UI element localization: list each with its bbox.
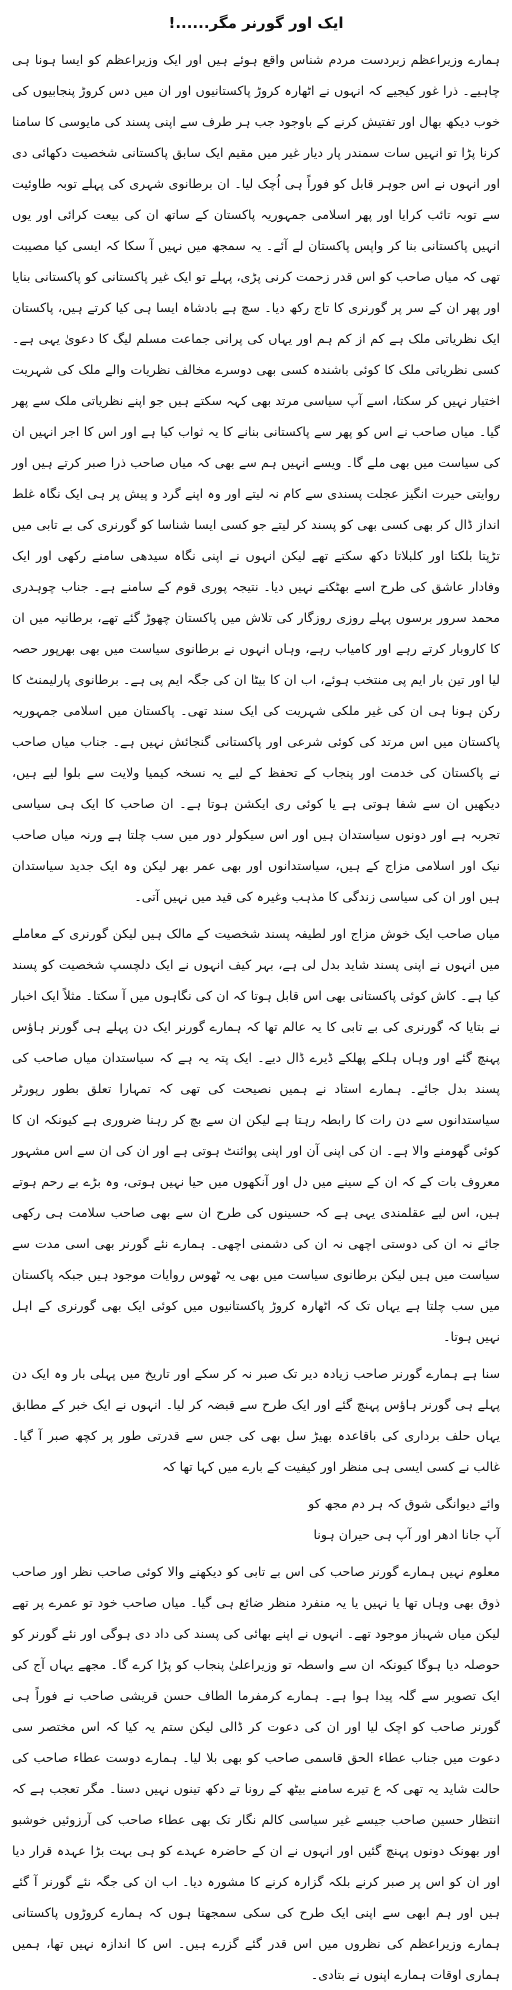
article-paragraph-3: سنا ہے ہمارے گورنر صاحب زیادہ دیر تک صبر نہ کر سکے اور تاریخ میں پہلی بار وہ ایک دن پہلے ہی گورنر ہاؤس پہنچ گئے اور ایک طرح سے قبضہ کر لیا۔ انہوں نے ایک خبر کے مطابق یہاں حلف برداری کی باقاعدہ بھیڑ سل بھی کی جس سے قدرتی طور پر کچھ صبر آ گیا۔ غالب نے کسی ایسی ہی منظر اور کیفیت کے بارے میں کہا تھا کہ — [12, 1366, 500, 1474]
poetry-couplet: وائے دیوانگی شوق کہ ہر دم مجھ کو آپ جانا ادھر اور آپ ہی حیران ہونا — [308, 1496, 500, 1542]
article-paragraph-1: ہمارے وزیراعظم زبردست مردم شناس واقع ہوئے ہیں اور ایک وزیراعظم کو ایسا ہونا ہی چاہیے۔ ذرا غور کیجیے کہ انہوں نے اٹھارہ کروڑ پاکستانیوں اور ان میں دس کروڑ پنجابیوں کی خوب دیکھ بھال اور تفتیش کرنے کے باوجود جب ہر طرف سے اپنی پسند کی مایوسی کا سامنا کرنا پڑا تو انہیں سات سمندر پار دیار غیر میں مقیم ایک سابق پاکستانی شخصیت دکھائی دی اور انہوں نے اس جوہر قابل کو فوراً ہی اُچک لیا۔ ان برطانوی شہری کی پہلے توبہ طاوئیت سے توبہ تائب کرایا اور پھر اسلامی جمہوریہ پاکستان کے ساتھ ان کی بیعت کرائی اور یوں انہیں پاکستانی بنا کر واپس پاکستان لے آئے۔ یہ سمجھ میں نہیں آ سکا کہ ایسی کیا مصیبت تھی کہ میاں صاحب کو اس قدر زحمت کرنی پڑی، پہلے تو ایک غیر پاکستانی کو پاکستانی بنایا اور پھر ان کے سر پر گورنری کا تاج رکھ دیا۔ سچ ہے بادشاہ ایسا ہی کیا کرتے ہیں، پاکستان ایک نظریاتی ملک ہے کم از کم ہم اور یہاں کی پرانی جماعت مسلم لیگ کا دعویٰ یہی ہے۔ کسی نظریاتی ملک کا کوئی باشندہ کسی بھی دوسرے مخالف نظریات والے ملک کی شہریت اختیار نہیں کر سکتا، اسے آپ سیاسی مرتد بھی کہہ سکتے ہیں جو اپنے نظریاتی ملک سے پھر گیا۔ میاں صاحب نے اس کو پھر سے پاکستانی بنانے کا یہ ثواب کیا ہے اور اس کا اجر انہیں ان کی سیاست میں بھی ملے گا۔ ویسے انہیں ہم سے بھی کہ میاں صاحب ذرا صبر کرتے ہیں اور روایتی حیرت انگیز عجلت پسندی سے کام نہ لیتے اور وہ اپنے گرد و پیش پر ہی ایک نگاہ غلط انداز ڈال کر بھی کسی بھی کو پسند کر لیتے جو کسی ایسا شناسا کو گورنری کی بے تابی میں تڑپتا بلکتا اور کلبلاتا دکھ سکتے تھے لیکن انہوں نے اپنی نگاہ سیدھی سامنے رکھی اور ایک وفادار عاشق کی طرح اسے بھٹکنے نہیں دیا۔ نتیجہ پوری قوم کے سامنے ہے۔ جناب چوہدری محمد سرور برسوں پہلے روزی روزگار کی تلاش میں پاکستان چھوڑ گئے تھے، برطانیہ میں ان کا کاروبار کرتے رہے اور کامیاب رہے، وہاں انہوں نے برطانوی سیاست میں بھی بھرپور حصہ لیا اور تین بار ایم پی منتخب ہوئے، اب ان کا بیٹا ان کی جگہ ایم پی ہے۔ برطانوی پارلیمنٹ کا رکن ہونا ہی ان کی غیر ملکی شہریت کی ایک سند تھی۔ پاکستان میں اسلامی جمہوریہ پاکستان میں اس مرتد کی کوئی شرعی اور پاکستانی گنجائش نہیں ہے۔ جناب میاں صاحب نے پاکستان کی خدمت اور پنجاب کے تحفظ کے لیے یہ نسخہ کیمیا ولایت سے بلوا لیے ہیں، دیکھیں ان سے شفا ہوتی ہے یا کوئی ری ایکشن ہوتا ہے۔ ان صاحب کا ایک ہی سیاسی تجربہ ہے اور دونوں سیاستدان ہیں اور اس سیکولر دور میں سب چلتا ہے ورنہ میاں صاحب نیک اور اسلامی مزاج کے ہیں، سیاستدانوں اور بھی عمر بھر لیکن وہ ایک جدید سیاستدان ہیں اور ان کی سیاسی زندگی کا مذہب وغیرہ کی قید میں نہیں آتی۔ — [12, 52, 500, 904]
article-title: ایک اور گورنر مگر......! — [168, 14, 344, 32]
article-paragraph-2: میاں صاحب ایک خوش مزاج اور لطیفہ پسند شخصیت کے مالک ہیں لیکن گورنری کے معاملے میں انہوں نے اپنی پسند شاید بدل لی ہے، بہر کیف انہوں نے ایک دلچسپ شخصیت کو پسند کیا ہے۔ کاش کوئی پاکستانی بھی اس قابل ہوتا کہ ان کی نگاہوں میں آ سکتا۔ مثلاً ایک اخبار نے بتایا کہ گورنری کی بے تابی کا یہ عالم تھا کہ ہمارے گورنر ایک دن پہلے ہی گورنر ہاؤس پہنچ گئے اور وہاں ہلکے پھلکے ڈیرے ڈال دیے۔ ایک پتہ یہ ہے کہ سیاستدان میاں صاحب کی پسند بدل جائے۔ ہمارے استاد نے ہمیں نصیحت کی تھی کہ تمہارا تعلق بطور رپورٹر سیاستدانوں سے دن رات کا رابطہ رہتا ہے لیکن ان سے بچ کر رہنا ضروری ہے کیونکہ ان کا کوئی گھومنے والا ہے۔ ان کی اپنی آن اور اپنی پوائنٹ ہوتی ہے اور ان کی ان سے اس مشہور معروف بات کے کہ ان کے سینے میں دل اور آنکھوں میں حیا نہیں ہوتی، وہ بڑے بے رحم ہوتے ہیں، اس لیے عقلمندی یہی ہے کہ حسینوں کی طرح ان سے بھی صاحب سلامت ہی رکھی جائے نہ ان کی دوستی اچھی نہ ان کی دشمنی اچھی۔ ہمارے نئے گورنر بھی اسی مدت سے سیاست میں ہیں لیکن برطانوی سیاست میں بھی یہ ٹھوس روایات موجود ہیں جبکہ پاکستان میں سب چلتا ہے یہاں تک کہ اٹھارہ کروڑ پاکستانیوں میں کوئی ایک بھی گورنری کے اہل نہیں ہوتا۔ — [12, 926, 500, 1344]
article-paragraph-4: معلوم نہیں ہمارے گورنر صاحب کی اس بے تابی کو دیکھنے والا کوئی صاحب نظر اور صاحب ذوق بھی وہاں تھا یا نہیں یا یہ منفرد منظر ضائع ہی گیا۔ میاں صاحب خود تو عمرے پر تھے لیکن میاں شہباز موجود تھے۔ انہوں نے اپنے بھائی کی پسند کی داد دی ہوگی اور نئے گورنر کو حوصلہ دیا ہوگا کیونکہ ان سے واسطہ تو وزیراعلیٰ پنجاب کو پڑا کرے گا۔ مجھے یہاں آج کی ایک تصویر سے گلہ پیدا ہوا ہے۔ ہمارے کرمفرما الطاف حسن قریشی صاحب نے فوراً ہی گورنر صاحب کو اچک لیا اور ان کی دعوت کر ڈالی لیکن ستم یہ کیا کہ اس مختصر سی دعوت میں جناب عطاء الحق قاسمی صاحب کو بھی بلا لیا۔ ہمارے دوست عطاء صاحب کی حالت شاید یہ تھی کہ ع تیرے سامنے بیٹھ کے رونا تے دکھ تینوں نہیں دسنا۔ مگر تعجب ہے کہ انتظار حسین صاحب جیسے غیر سیاسی کالم نگار تک بھی عطاء صاحب کی آرزوئیں خوشبو اور بھونک دونوں پہنچ گئیں اور انہوں نے ان کے حاضرہ عہدے کو ہی بہت بڑا عہدہ قرار دیا اور ان کو اس پر صبر کرنے بلکہ گزارہ کرنے کا مشورہ دیا۔ اب ان کی جگہ نئے گورنر آ گئے ہیں اور ہم ابھی سے اپنی ایک طرح کی سکی سمجھتا ہوں کہ ہمارے کروڑوں پاکستانی ہمارے وزیراعظم کی نظروں میں اس قدر گئے گزرے ہیں۔ اس کا اندازہ نہیں تھا، ہمیں ہماری اوقات ہمارے اپنوں نے بتادی۔ — [12, 1564, 500, 1982]
